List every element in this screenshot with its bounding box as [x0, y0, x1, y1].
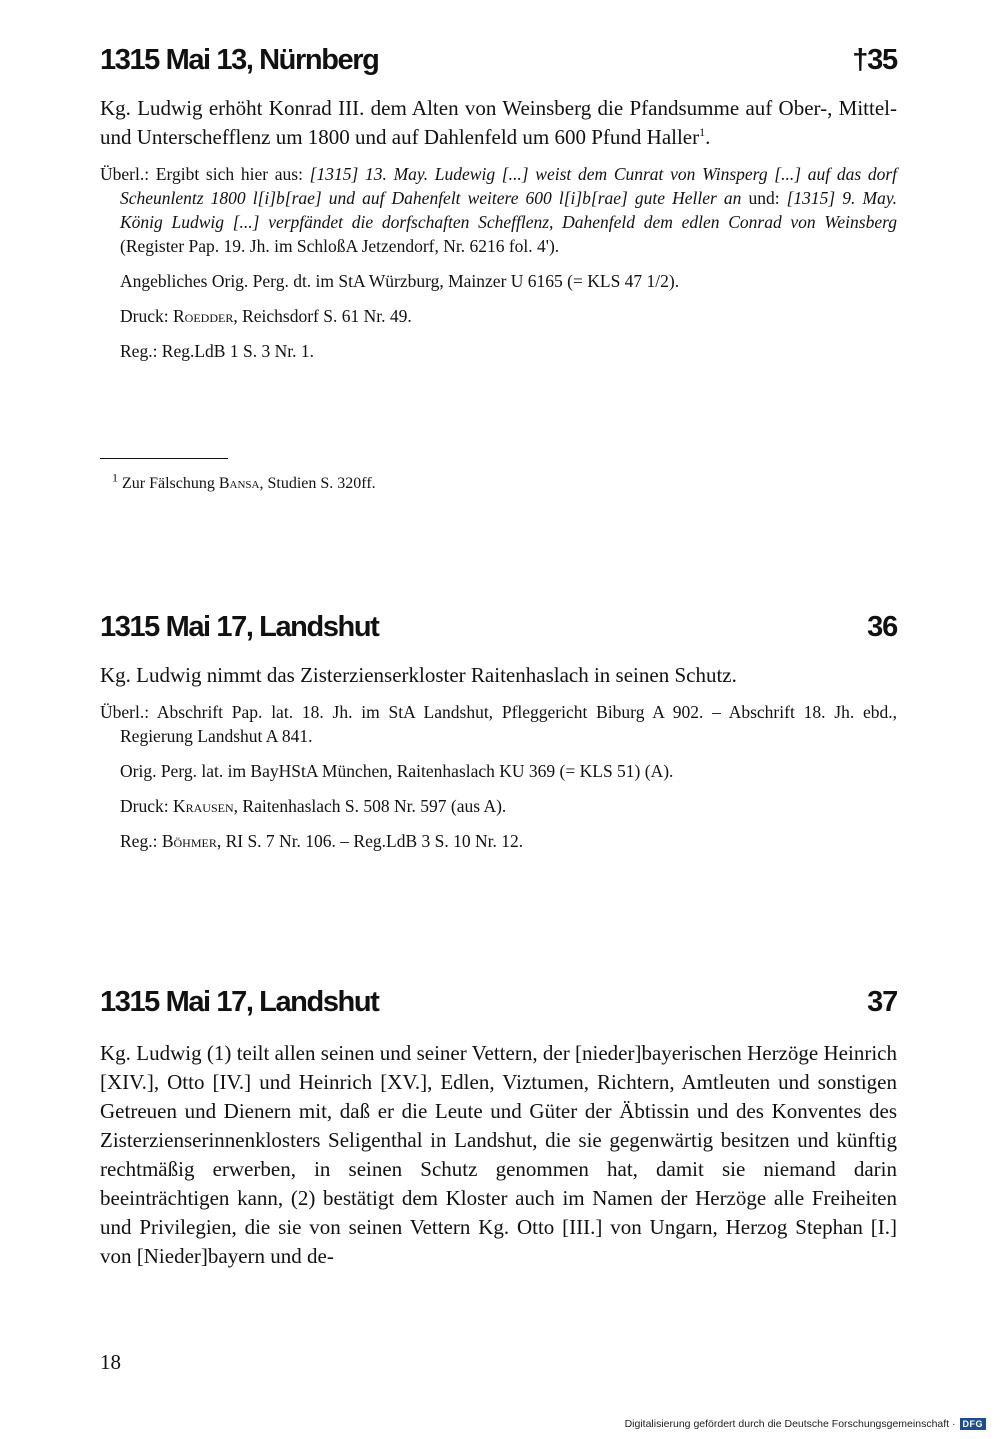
entry-number: 36	[867, 611, 897, 643]
entry-number: 37	[867, 986, 897, 1018]
regesten: Reg.: Böhmer, RI S. 7 Nr. 106. – Reg.LdB 3 S. 10 Nr. 12.	[120, 831, 524, 851]
entry-37	[100, 986, 897, 1271]
entry-heading	[100, 611, 897, 644]
footnote-ref: 1	[699, 125, 706, 139]
page-number: 18	[100, 1350, 121, 1374]
original: Angebliches Orig. Perg. dt. im StA Würzburg, Mainzer U 6165 (= KLS 47 1/2).	[120, 271, 680, 291]
regest-text: Kg. Ludwig nimmt das Zisterzienserkloster Raitenhaslach in seinen Schutz.	[100, 663, 737, 687]
apparatus	[100, 700, 897, 853]
footnote: $^1$ Zur Fälschung Bansa, Studien S. 320ff.	[112, 470, 376, 492]
entry-date-place: 1315 Mai 13, Nürnberg	[100, 44, 379, 76]
entry-date-place: 1315 Mai 17, Landshut	[100, 986, 379, 1018]
druck: Druck: Roedder, Reichsdorf S. 61 Nr. 49.	[120, 306, 412, 326]
ueberlieferung: Überl.: Ergibt sich hier aus: [1315] 13. May. Ludewig [...] weist dem Cunrat von Winsperg [...] auf das dorf Scheunlentz 1800 l[i]b[rae] und auf Dahenfelt weitere 600 l[i]b[rae] gute Heller an und: [1315] 9. May. König Ludwig [...] verpfändet die dorfschaften Schefflenz, Dahenfeld dem edlen Conrad von Weinsberg (Register Pap. 19. Jh. im SchloßA Jetzendorf, Nr. 6216 fol. 4').	[100, 164, 898, 256]
original: Orig. Perg. lat. im BayHStA München, Raitenhaslach KU 369 (= KLS 51) (A).	[120, 761, 674, 781]
entry-35	[100, 44, 897, 363]
entry-date-place: 1315 Mai 17, Landshut	[100, 611, 379, 643]
regest-text: Kg. Ludwig erhöht Konrad III. dem Alten von Weinsberg die Pfandsumme auf Ober-, Mittel- und Unterschefflenz um 1800 und auf Dahlenfeld um 600 Pfund Haller$^1$.	[100, 96, 897, 149]
dfg-logo: DFG	[960, 1418, 987, 1430]
apparatus	[100, 162, 897, 363]
entry-heading	[100, 44, 897, 77]
entry-number: †35	[852, 44, 897, 76]
entry-heading	[100, 986, 897, 1019]
entry-36	[100, 611, 897, 853]
druck: Druck: Krausen, Raitenhaslach S. 508 Nr. 597 (aus A).	[120, 796, 507, 816]
footnote-rule	[100, 458, 228, 459]
regest-text: Kg. Ludwig (1) teilt allen seinen und seiner Vettern, der [nieder]bayerischen Herzöge Heinrich [XIV.], Otto [IV.] und Heinrich [XV.], Edlen, Viztumen, Richtern, Amtleuten und sonstigen Getreuen und Dienern mit, daß er die Leute und Güter der Äbtissin und des Konventes des Zisterzienserinnenklosters Seligenthal in Landshut, die sie gegenwärtig besitzen und künftig rechtmäßig erwerben, in seinen Schutz genommen hat, damit sie niemand darin beeinträchtigen kann, (2) bestätigt dem Kloster auch im Namen der Herzöge alle Freiheiten und Privilegien, die sie von seinen Vettern Kg. Otto [III.] von Ungarn, Herzog Stephan [I.] von [Nieder]bayern und de-	[100, 1041, 897, 1268]
credit-text: Digitalisierung gefördert durch die Deutsche Forschungsgemeinschaft ·	[624, 1418, 956, 1430]
regesten: Reg.: Reg.LdB 1 S. 3 Nr. 1.	[120, 341, 314, 361]
ueberlieferung: Überl.: Abschrift Pap. lat. 18. Jh. im StA Landshut, Pfleggericht Biburg A 902. – Abschrift 18. Jh. ebd., Regierung Landshut A 841.	[100, 702, 897, 746]
digitization-credit	[625, 1418, 986, 1430]
